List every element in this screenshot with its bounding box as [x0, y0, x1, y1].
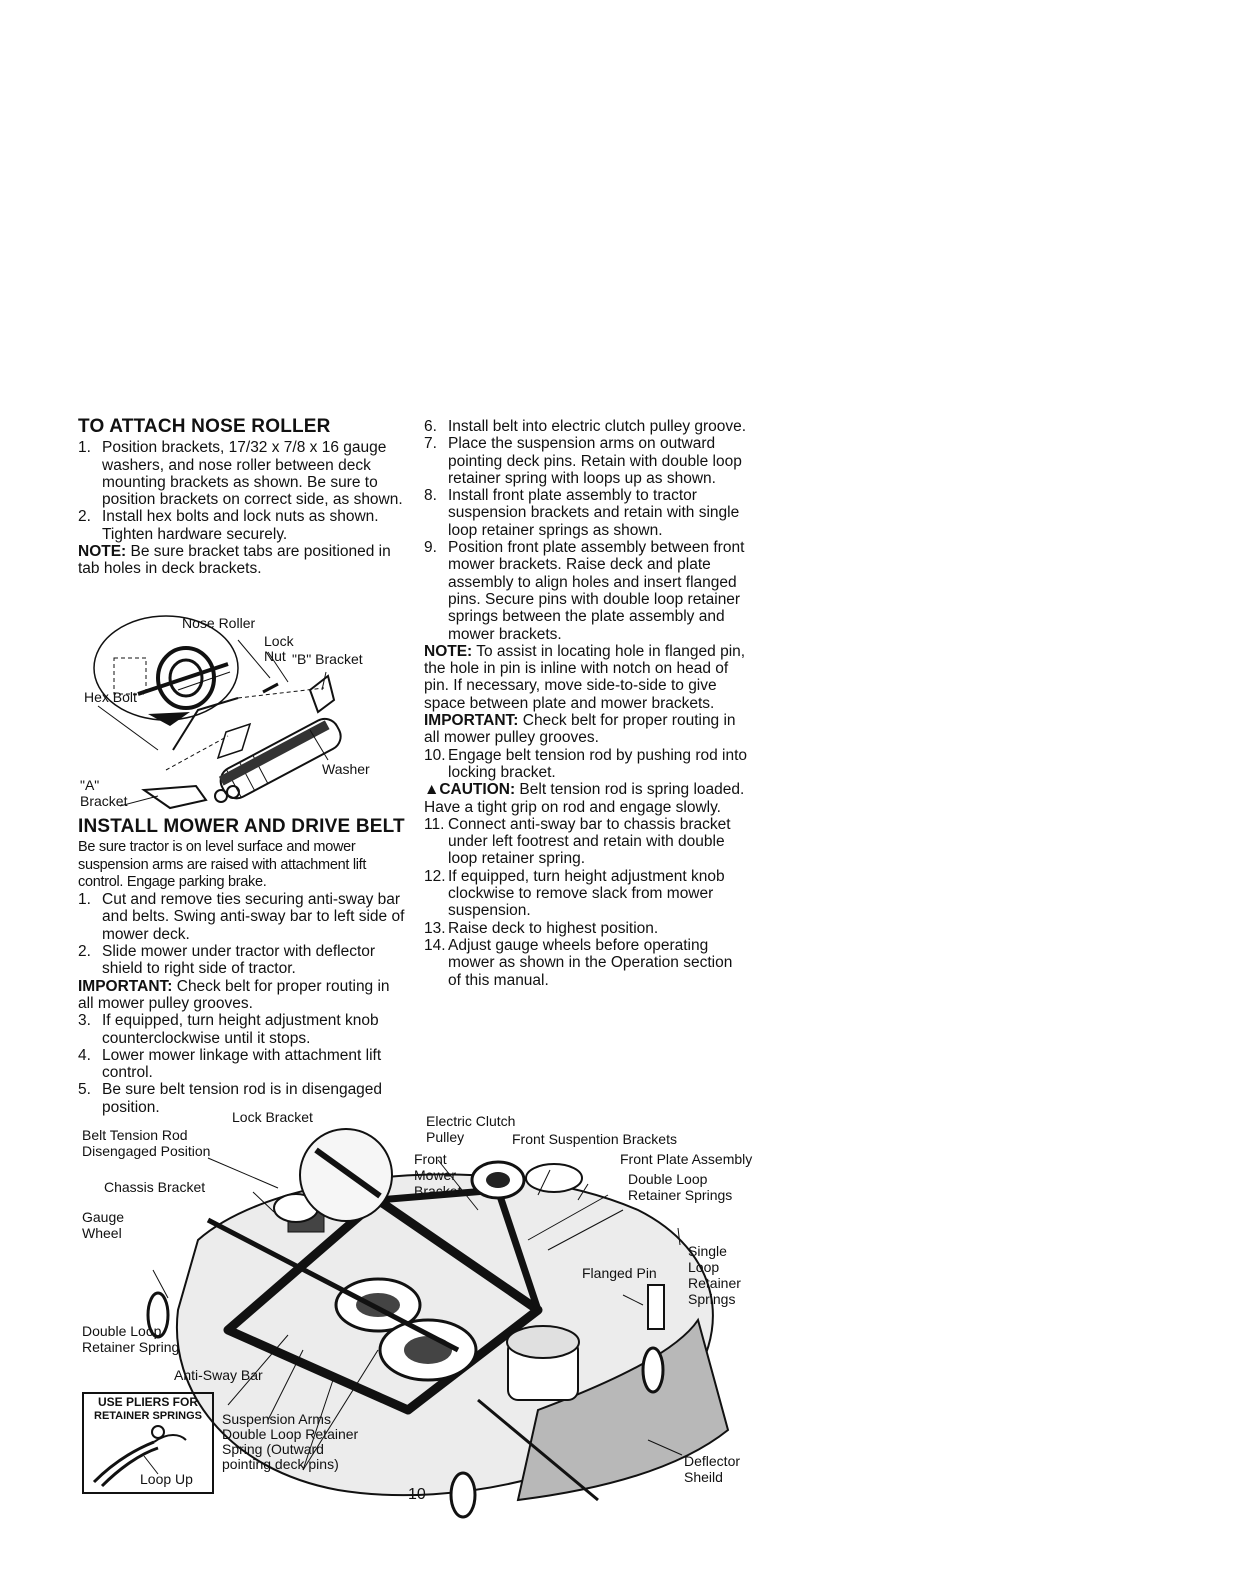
- belt-step-4: 4. Lower mower linkage with attachment lift control.: [78, 1046, 382, 1082]
- label-dlrs-1: Double Loop: [628, 1171, 708, 1187]
- pliers-note-line-2: RETAINER SPRINGS: [94, 1410, 202, 1422]
- label-clutch-2: Pulley: [426, 1129, 465, 1145]
- page-number: 10: [408, 1486, 426, 1503]
- label-single-1: Single: [688, 1243, 727, 1259]
- belt-step-10: 10. Engage belt tension rod by pushing rod into locking bracket.: [424, 746, 748, 781]
- label-front-susp: Front Suspention Brackets: [512, 1131, 677, 1147]
- install-belt-section: [78, 818, 408, 1116]
- label-front-mower-1: Front: [414, 1151, 447, 1167]
- label-front-plate: Front Plate Assembly: [620, 1151, 753, 1167]
- belt-step-14: 14. Adjust gauge wheels before operating mower as shown in the Operation section of this manual.: [424, 936, 733, 989]
- belt-step-6: 6. Install belt into electric clutch pulley groove.: [424, 418, 747, 435]
- label-double-loop-2: Retainer Spring: [82, 1339, 180, 1355]
- label-susp-4: pointing deck pins): [222, 1456, 339, 1472]
- belt-step-2: 2. Slide mower under tractor with deflector shield to right side of tractor.: [78, 943, 376, 978]
- right-important: IMPORTANT: Check belt for proper routing in all mower pulley grooves.: [424, 712, 736, 747]
- belt-step-5: 5. Be sure belt tension rod is in disengaged position.: [78, 1081, 383, 1116]
- label-hex-bolt: Hex Bolt: [84, 689, 137, 705]
- label-double-loop-1: Double Loop: [82, 1323, 162, 1339]
- label-gauge-1: Gauge: [82, 1209, 125, 1225]
- install-belt-heading: INSTALL MOWER AND DRIVE BELT: [78, 816, 405, 837]
- pliers-note-line-1: USE PLIERS FOR: [97, 1395, 198, 1409]
- belt-step-1: 1. Cut and remove ties securing anti-sway bar and belts. Swing anti-sway bar to left side of mower deck.: [78, 891, 405, 943]
- label-front-mower-3: Bracket: [414, 1183, 462, 1199]
- nose-roller-heading: TO ATTACH NOSE ROLLER: [78, 416, 331, 437]
- belt-important: IMPORTANT: Check belt for proper routing in all mower pulley grooves.: [78, 977, 390, 1012]
- label-susp-1: Suspension Arms: [222, 1411, 331, 1427]
- belt-step-3: 3. If equipped, turn height adjustment knob counterclockwise until it stops.: [78, 1012, 379, 1047]
- belt-step-8: 8. Install front plate assembly to tractor suspension brackets and retain with single loop retainer springs as shown.: [424, 487, 740, 539]
- label-susp-3: Spring (Outward: [222, 1441, 324, 1457]
- label-washer: Washer: [322, 761, 370, 777]
- label-anti-sway: Anti-Sway Bar: [174, 1367, 263, 1383]
- label-single-2: Loop: [688, 1259, 720, 1275]
- right-column: [424, 418, 749, 989]
- belt-step-13: 13. Raise deck to highest position.: [424, 919, 659, 937]
- label-lock-nut-1: Lock: [264, 633, 294, 649]
- label-chassis-bracket: Chassis Bracket: [104, 1179, 206, 1195]
- label-loop-up: Loop Up: [140, 1471, 193, 1487]
- label-belt-tension-1: Belt Tension Rod: [82, 1127, 188, 1143]
- left-column: [78, 418, 408, 578]
- nose-roller-figure: [78, 600, 408, 818]
- nose-roller-step-1: 1. Position brackets, 17/32 x 7/8 x 16 gauge washers, and nose roller between deck mounting brackets as shown. Be sure to position brackets on correct side, as shown.: [78, 439, 403, 509]
- label-a-bracket-1: "A": [80, 777, 100, 793]
- label-single-3: Retainer: [688, 1275, 741, 1291]
- nose-roller-note: NOTE: Be sure bracket tabs are positioned in tab holes in deck brackets.: [78, 543, 391, 578]
- label-gauge-2: Wheel: [82, 1225, 122, 1241]
- label-dlrs-2: Retainer Springs: [628, 1187, 733, 1203]
- label-nose-roller: Nose Roller: [182, 615, 256, 631]
- label-front-mower-2: Mower: [414, 1167, 457, 1183]
- install-belt-intro: Be sure tractor is on level surface and mower suspension arms are raised with attachment lift control. Engage parking brake.: [78, 839, 367, 890]
- label-flanged-pin: Flanged Pin: [582, 1265, 657, 1281]
- pliers-note-box: [82, 1392, 214, 1494]
- nose-roller-step-2: 2. Install hex bolts and lock nuts as shown. Tighten hardware securely.: [78, 508, 379, 543]
- right-note: NOTE: To assist in locating hole in flanged pin, the hole in pin is inline with notch on head of pin. If necessary, move side-to-side to give space between plate and mower brackets.: [424, 642, 746, 712]
- label-lock-bracket: Lock Bracket: [232, 1109, 313, 1125]
- label-deflector-1: Deflector: [684, 1453, 741, 1469]
- label-a-bracket-2: Bracket: [80, 793, 128, 809]
- label-belt-tension-2: Disengaged Position: [82, 1143, 211, 1159]
- belt-step-11: 11. Connect anti-sway bar to chassis bracket under left footrest and retain with double loop retainer spring.: [424, 815, 731, 868]
- label-lock-nut-2: Nut: [264, 648, 286, 664]
- label-clutch-1: Electric Clutch: [426, 1113, 516, 1129]
- belt-step-7: 7. Place the suspension arms on outward pointing deck pins. Retain with double loop retainer spring with loops up as shown.: [424, 435, 742, 487]
- caution-note: ▲CAUTION: Belt tension rod is spring loaded. Have a tight grip on rod and engage slowly.: [424, 781, 745, 816]
- belt-step-9: 9. Position front plate assembly between front mower brackets. Raise deck and plate assembly to align holes and insert flanged pins. Secure pins with double loop retainer springs between the plate assembly and mower brackets.: [424, 539, 745, 643]
- label-deflector-2: Sheild: [684, 1469, 723, 1485]
- belt-step-12: 12. If equipped, turn height adjustment knob clockwise to remove slack from mower suspension.: [424, 867, 725, 920]
- label-single-4: Springs: [688, 1291, 736, 1307]
- label-susp-2: Double Loop Retainer: [222, 1426, 359, 1442]
- label-b-bracket: "B" Bracket: [292, 651, 363, 667]
